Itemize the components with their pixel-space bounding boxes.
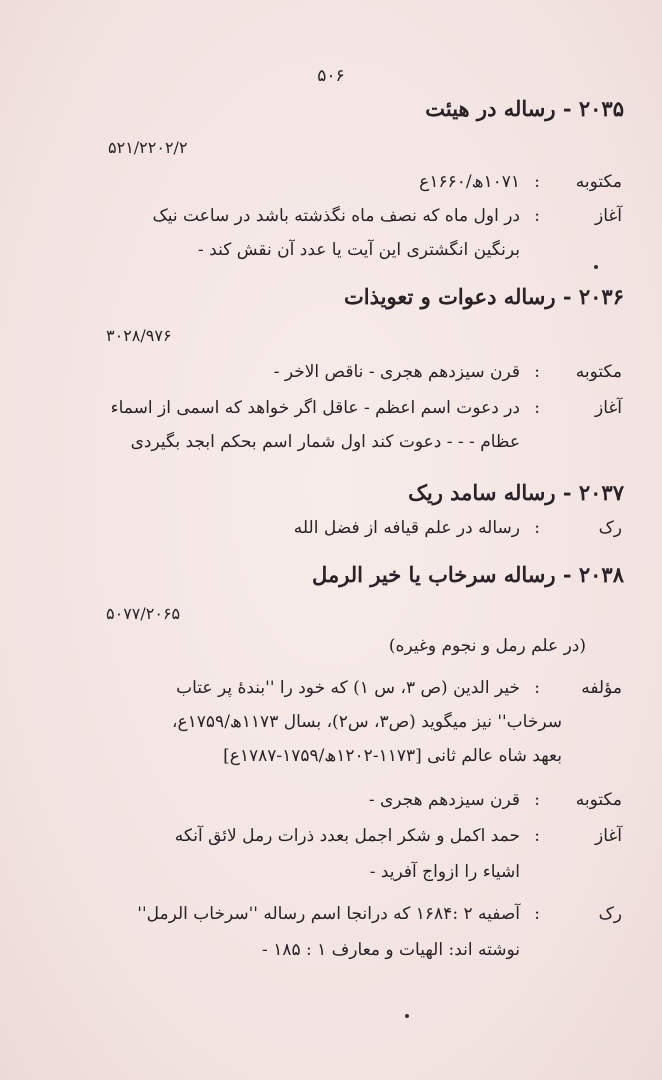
field-text: قرن سیزدهم هجری - ناقص الاخر - [273, 362, 520, 382]
field-text: خیر الدین (ص ۳، س ۱) که خود را ''بندهٔ پر عتاب [176, 678, 520, 698]
shelf-mark: ۳۰۲۸/۹۷۶ [106, 326, 172, 345]
field-colon: : [534, 678, 540, 698]
field-label: آغاز [594, 206, 622, 226]
field-text: رساله در علم قیافه از فضل الله [293, 518, 520, 538]
field-label: آغاز [594, 826, 622, 846]
field-text: ۱۰۷۱ھ/۱۶۶۰ع [419, 172, 520, 192]
entry-title: ۲۰۳۸ - رساله سرخاب یا خیر الرمل [312, 562, 624, 587]
entry-title: ۲۰۳۶ - رساله دعوات و تعویذات [344, 284, 624, 309]
field-text: در اول ماه که نصف ماه نگذشته باشد در ساعت نیک [152, 206, 520, 226]
field-label: رک [598, 518, 622, 538]
field-colon: : [534, 362, 540, 382]
shelf-mark: ۵۰۷۷/۲۰۶۵ [106, 604, 181, 623]
field-continuation: برنگین انگشتری این آیت یا عدد آن نقش کند - [198, 240, 520, 260]
page-number: ۵۰۶ [317, 66, 345, 86]
field-label: آغاز [594, 398, 622, 418]
ink-dot [594, 265, 598, 269]
field-text: در دعوت اسم اعظم - عاقل اگر خواهد که اسمی از اسماء [110, 398, 520, 418]
field-continuation: بعهد شاه عالم ثانی [۱۱۷۳-۱۲۰۲ھ/۱۷۵۹-۱۷۸۷ع] [223, 746, 562, 766]
subject-note: (در علم رمل و نجوم وغیره) [388, 636, 586, 656]
field-colon: : [534, 790, 540, 810]
field-colon: : [534, 206, 540, 226]
field-label: مکتوبه [575, 172, 622, 192]
field-colon: : [534, 518, 540, 538]
ink-dot [405, 1014, 409, 1018]
entry-title: ۲۰۳۷ - رساله سامد ریک [408, 480, 624, 505]
field-label: مؤلفه [581, 678, 622, 698]
field-continuation: نوشته اند: الهیات و معارف ۱ : ۱۸۵ - [262, 940, 520, 960]
entry-title: ۲۰۳۵ - رساله در هیئت [425, 96, 624, 121]
field-colon: : [534, 904, 540, 924]
field-text: حمد اکمل و شکر اجمل بعدد ذرات رمل لائق آنکه [174, 826, 520, 846]
field-continuation: عظام - - - دعوت کند اول شمار اسم بحکم ابجد بگیردی [130, 432, 520, 452]
field-text: قرن سیزدهم هجری - [368, 790, 520, 810]
field-label: مکتوبه [575, 362, 622, 382]
field-colon: : [534, 826, 540, 846]
field-colon: : [534, 172, 540, 192]
field-label: رک [598, 904, 622, 924]
field-label: مکتوبه [575, 790, 622, 810]
field-continuation: سرخاب'' نیز میگوید (ص۳، س۲)، بسال ۱۱۷۳ھ/۱۷۵۹ع، [172, 712, 562, 732]
field-colon: : [534, 398, 540, 418]
field-text: آصفیه ۲ :۱۶۸۴ که درانجا اسم رساله ''سرخاب الرمل'' [137, 904, 520, 924]
field-continuation: اشیاء را ازواج آفرید - [369, 862, 520, 882]
shelf-mark: ۵۲۱/۲۲۰۲/۲ [108, 138, 188, 157]
